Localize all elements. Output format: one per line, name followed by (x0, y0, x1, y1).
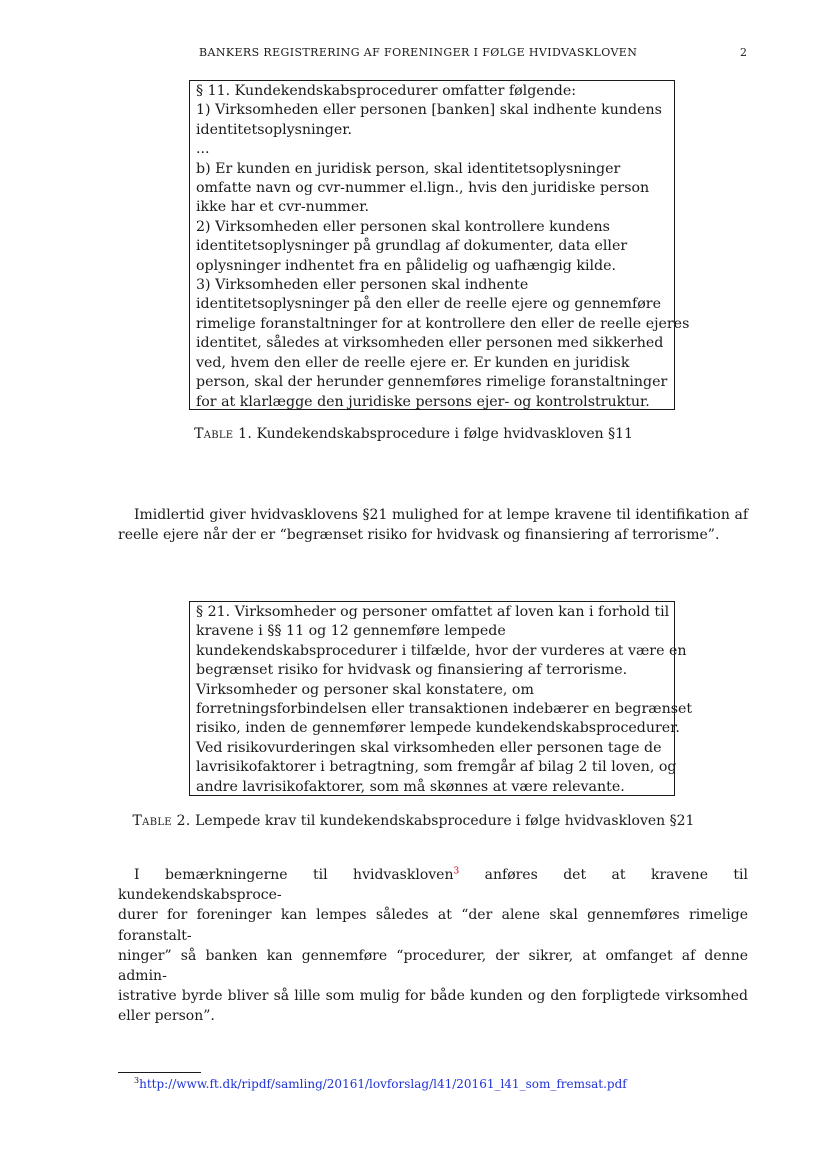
paragraph-line: reelle ejere når der er “begrænset risiko for hvidvask og finansiering af terrorisme”. (118, 527, 720, 544)
footnote (134, 1076, 627, 1091)
table-2-line: § 21. Virksomheder og personer omfattet af loven kan i forhold til (196, 604, 670, 620)
table-2-caption-text: Lempede krav til kundekendskabsprocedure i følge hvidvaskloven §21 (195, 813, 695, 829)
table-1-line: identitetsoplysninger på grundlag af dokumenter, data eller (196, 238, 628, 255)
footnote-divider (118, 1072, 201, 1073)
paragraph-text: anføres det at kravene til kundekendskabsproce- (118, 867, 748, 904)
table-1-line: for at klarlægge den juridiske persons ejer- og kontrolstruktur. (196, 393, 650, 410)
table-2-caption (0, 813, 827, 829)
table-2-line: kundekendskabsprocedurer i tilfælde, hvor der vurderes at være en (196, 642, 687, 659)
paragraph-2 (118, 865, 748, 1027)
table-2-line: kravene i §§ 11 og 12 gennemføre lempede (196, 623, 506, 640)
table-1-line: b) Er kunden en juridisk person, skal identitetsoplysninger (196, 160, 621, 177)
paragraph-line: ninger” så banken kan gennemføre “procedurer, der sikrer, at omfanget af denne admin- (118, 947, 748, 985)
paragraph-line: istrative byrde bliver så lille som mulig for både kunden og den forpligtede virksomhed (118, 988, 748, 1005)
table-2-line: Ved risikovurderingen skal virksomheden eller personen tage de (196, 739, 662, 756)
table-1-line: identitetsoplysninger. (196, 121, 352, 138)
running-title: BANKERS REGISTRERING AF FORENINGER I FØLGE HVIDVASKLOVEN (199, 46, 638, 59)
table-1-line: omfatte navn og cvr-nummer el.lign., hvis den juridiske person (196, 180, 650, 197)
table-1-line: identitet, således at virksomheden eller personen med sikkerhed (196, 335, 664, 352)
paragraph-1 (118, 505, 748, 545)
table-1-line: 1) Virksomheden eller personen [banken] skal indhente kundens (196, 102, 662, 119)
paragraph-line (118, 865, 748, 905)
table-1-line: ... (196, 141, 210, 158)
paragraph-line: eller person”. (118, 1008, 215, 1025)
table-1-caption (0, 426, 827, 442)
paragraph-text: I bemærkningerne til hvidvaskloven (134, 867, 454, 883)
table-2-line: begrænset risiko for hvidvask og finansiering af terrorisme. (196, 662, 628, 679)
page-number: 2 (740, 46, 748, 59)
table-1-line: rimelige foranstaltninger for at kontrollere den eller de reelle ejeres (196, 315, 690, 332)
paragraph-line: durer for foreninger kan lempes således at “der alene skal gennemføres rimelige foranstalt- (118, 907, 748, 944)
table-2-line: forretningsforbindelsen eller transaktionen indebærer en begrænset (196, 701, 693, 718)
table-2-line: risiko, inden de gennemfører lempede kundekendskabsprocedurer. (196, 720, 680, 737)
table-2-line: Virksomheder og personer skal konstatere, om (196, 681, 534, 698)
table-1-box (189, 80, 690, 410)
table-2-line: lavrisikofaktorer i betragtning, som fremgår af bilag 2 til loven, og (196, 759, 677, 776)
table-1-line: § 11. Kundekendskabsprocedurer omfatter følgende: (196, 83, 577, 99)
paragraph-line: Imidlertid giver hvidvasklovens §21 mulighed for at lempe kravene til identifikation af (134, 507, 748, 523)
table-1-line: ved, hvem den eller de reelle ejere er. Er kunden en juridisk (196, 354, 630, 371)
table-1-line: oplysninger indhentet fra en pålidelig og uafhængig kilde. (196, 257, 617, 274)
table-1-line: ikke har et cvr-nummer. (196, 199, 369, 216)
footnote-marker[interactable]: 3 (453, 866, 460, 877)
footnote-link[interactable]: http://www.ft.dk/ripdf/samling/20161/lovforslag/l41/20161_l41_som_fremsat.pdf (139, 1077, 627, 1091)
running-header (0, 46, 827, 64)
table-1-line: identitetsoplysninger på den eller de reelle ejere og gennemføre (196, 296, 661, 313)
table-1-line: 3) Virksomheden eller personen skal indhente (196, 277, 529, 294)
footnote-number: 3 (134, 1076, 140, 1085)
table-1-line: person, skal der herunder gennemføres rimelige foranstaltninger (196, 374, 668, 391)
table-1-caption-label: Table 1. (194, 426, 253, 442)
table-2-box (189, 601, 693, 796)
table-1-line: 2) Virksomheden eller personen skal kontrollere kundens (196, 218, 610, 235)
table-1-caption-text: Kundekendskabsprocedure i følge hvidvaskloven §11 (256, 426, 633, 442)
table-2-line: andre lavrisikofaktorer, som må skønnes at være relevante. (196, 778, 625, 795)
table-2-caption-label: Table 2. (132, 813, 191, 829)
